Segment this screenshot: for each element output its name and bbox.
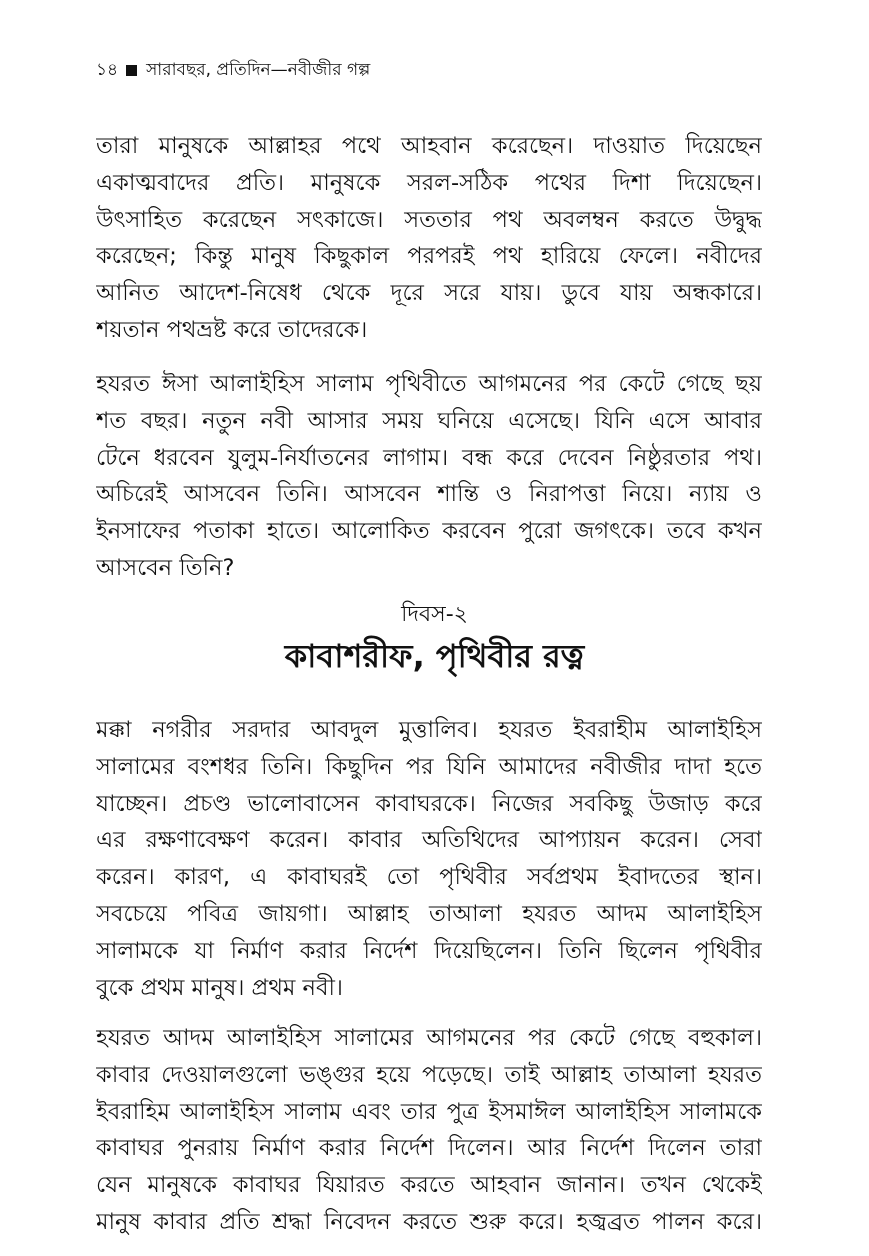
page-number: ১৪ [96, 60, 119, 80]
text-line: হযরত আদম আলাইহিস সালামের আগমনের পর কেটে গেছে বহুকাল। [96, 1025, 762, 1051]
header-separator-square [126, 65, 137, 76]
text-line: কাবার দেওয়ালগুলো ভঙ্গুর হয়ে পড়েছে। তাই আল্লাহ তাআলা হযরত [96, 1061, 762, 1088]
paragraph [96, 366, 762, 587]
text-line: সালামকে যা নির্মাণ করার নির্দেশ দিয়েছিলেন। তিনি ছিলেন পৃথিবীর [96, 937, 762, 964]
section-title: কাবাশরীফ, পৃথিবীর রত্ন [284, 637, 585, 675]
text-line: যেন মানুষকে কাবাঘর যিয়ারত করতে আহবান জানান। তখন থেকেই [96, 1172, 762, 1199]
paragraph [96, 1020, 762, 1241]
text-line: ইবরাহিম আলাইহিস সালাম এবং তার পুত্র ইসমাঈল আলাইহিস সালামকে [96, 1098, 762, 1125]
text-line: উৎসাহিত করেছেন সৎকাজে। সততার পথ অবলম্বন করতে উদ্বুদ্ধ [96, 206, 762, 233]
text-line: একাত্মবাদের প্রতি। মানুষকে সরল-সঠিক পথের দিশা দিয়েছেন। [96, 169, 762, 196]
text-line: হযরত ঈসা আলাইহিস সালাম পৃথিবীতে আগমনের পর কেটে গেছে ছয় [96, 371, 762, 397]
text-line: করেন। কারণ, এ কাবাঘরই তো পৃথিবীর সর্বপ্রথম ইবাদতের স্থান। [96, 864, 762, 891]
paragraph [96, 712, 762, 1006]
text-line: শত বছর। নতুন নবী আসার সময় ঘনিয়ে এসেছে। যিনি এসে আবার [96, 407, 762, 434]
book-title: সারাবছর, প্রতিদিন—নবীজীর গল্প [146, 60, 371, 80]
text-line: শয়তান পথভ্রষ্ট করে তাদেরকে। [96, 316, 368, 343]
text-line: আনিত আদেশ-নিষেধ থেকে দূরে সরে যায়। ডুবে যায় অন্ধকারে। [96, 280, 762, 307]
text-line: কাবাঘর পুনরায় নির্মাণ করার নির্দেশ দিলেন। আর নির্দেশ দিলেন তারা [96, 1135, 762, 1162]
text-line: সালামের বংশধর তিনি। কিছুদিন পর যিনি আমাদের নবীজীর দাদা হতে [96, 753, 762, 780]
text-line: করেছেন; কিন্তু মানুষ কিছুকাল পরপরই পথ হারিয়ে ফেলে। নবীদের [96, 243, 762, 270]
text-line: এর রক্ষণাবেক্ষণ করেন। কাবার অতিথিদের আপ্যায়ন করেন। সেবা [96, 827, 762, 854]
text-line: আসবেন তিনি? [96, 554, 235, 581]
text-line: মানুষ কাবার প্রতি শ্রদ্ধা নিবেদন করতে শুরু করে। হজ্বব্রত পালন করে। [96, 1208, 762, 1235]
paragraph [96, 128, 762, 349]
section-label: দিবস-২ [401, 602, 468, 627]
text-line: মক্কা নগরীর সরদার আবদুল মুত্তালিব। হযরত ইবরাহীম আলাইহিস [96, 717, 762, 743]
text-line: অচিরেই আসবেন তিনি। আসবেন শান্তি ও নিরাপত্তা নিয়ে। ন্যায় ও [96, 481, 762, 508]
text-line: টেনে ধরবেন যুলুম-নির্যাতনের লাগাম। বন্ধ করে দেবেন নিষ্ঠুরতার পথ। [96, 444, 762, 471]
running-header [96, 58, 370, 82]
text-line: যাচ্ছেন। প্রচণ্ড ভালোবাসেন কাবাঘরকে। নিজের সবকিছু উজাড় করে [96, 790, 762, 817]
text-line: বুকে প্রথম মানুষ। প্রথম নবী। [96, 974, 343, 1001]
text-line: তারা মানুষকে আল্লাহর পথে আহবান করেছেন। দাওয়াত দিয়েছেন [96, 133, 762, 159]
text-line: ইনসাফের পতাকা হাতে। আলোকিত করবেন পুরো জগৎকে। তবে কখন [96, 518, 762, 545]
text-line: সবচেয়ে পবিত্র জায়গা। আল্লাহ তাআলা হযরত আদম আলাইহিস [96, 900, 762, 927]
